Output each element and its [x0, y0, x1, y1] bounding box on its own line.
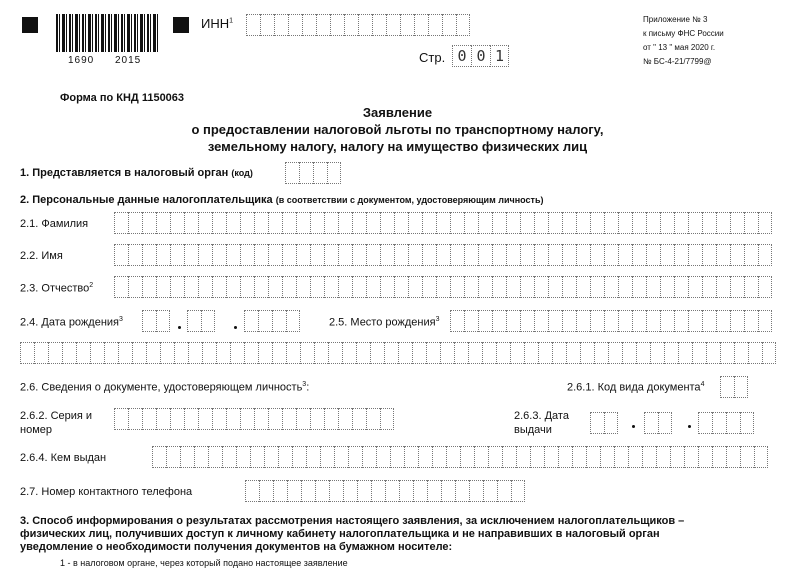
birth-place-cells-row2[interactable]	[20, 342, 776, 364]
document-title: Заявление	[362, 105, 433, 120]
inn-cells[interactable]	[246, 14, 470, 36]
barcode-number-1: 1690	[68, 55, 95, 66]
date-separator	[632, 425, 635, 428]
series-label: 2.6.2. Серия и	[20, 410, 93, 422]
date-separator	[688, 425, 691, 428]
inn-label: ИНН$^1$	[201, 16, 234, 31]
birth-month-cells[interactable]	[187, 310, 215, 332]
birth-year-cells[interactable]	[244, 310, 300, 332]
appendix-line-4: № БС-4-21/7799@	[643, 57, 712, 66]
birth-day-cells[interactable]	[142, 310, 170, 332]
appendix-line-1: Приложение № 3	[643, 15, 708, 24]
page-number: 0 0 1	[452, 45, 509, 67]
doc-info-label: 2.6. Сведения о документе, удостоверяющем личность$^3$:	[20, 381, 310, 394]
section2-label: 2. Персональные данные налогоплательщика (в соответствии с документом, удостоверяющим личность)	[20, 194, 544, 206]
issue-date-label: 2.6.3. Дата	[514, 410, 569, 422]
patronymic-label: 2.3. Отчество$^2$	[20, 282, 94, 295]
section3-line-1: 3. Способ информирования о результатах рассмотрения настоящего заявления, за исключением налогоплательщиков –	[20, 515, 685, 527]
barcode	[56, 14, 159, 52]
date-separator	[234, 326, 237, 329]
birth-place-cells[interactable]	[450, 310, 772, 332]
name-cells[interactable]	[114, 244, 772, 266]
patronymic-cells[interactable]	[114, 276, 772, 298]
name-label: 2.2. Имя	[20, 250, 63, 262]
appendix-line-3: от " 13 " мая 2020 г.	[643, 43, 716, 52]
document-subtitle-1: о предоставлении налоговой льготы по транспортному налогу,	[191, 122, 604, 137]
doc-type-label: 2.6.1. Код вида документа$^4$	[567, 381, 705, 394]
issue-year-cells[interactable]	[698, 412, 754, 434]
date-separator	[178, 326, 181, 329]
registration-marker-left	[22, 17, 38, 33]
tax-authority-code-cells[interactable]	[285, 162, 341, 184]
birth-date-label: 2.4. Дата рождения$^3$	[20, 316, 123, 329]
phone-label: 2.7. Номер контактного телефона	[20, 486, 193, 498]
form-code: Форма по КНД 1150063	[60, 92, 185, 104]
barcode-number-2: 2015	[115, 55, 142, 66]
appendix-line-2: к письму ФНС России	[643, 29, 724, 38]
surname-cells[interactable]	[114, 212, 772, 234]
registration-marker-right	[173, 17, 189, 33]
issued-by-label: 2.6.4. Кем выдан	[20, 452, 107, 464]
section3-line-3: уведомление о необходимости получения документов на бумажном носителе:	[20, 541, 453, 553]
doc-type-cells[interactable]	[720, 376, 748, 398]
section3-option-1: 1 - в налоговом органе, через который подано настоящее заявление	[60, 558, 348, 568]
document-subtitle-2: земельному налогу, налогу на имущество физических лиц	[207, 139, 588, 154]
issue-day-cells[interactable]	[590, 412, 618, 434]
issue-month-cells[interactable]	[644, 412, 672, 434]
phone-cells[interactable]	[245, 480, 525, 502]
page-label: Стр.	[419, 50, 446, 65]
birth-place-label: 2.5. Место рождения$^3$	[329, 316, 440, 329]
series-label-2: номер	[20, 424, 52, 436]
issue-date-label-2: выдачи	[514, 424, 552, 436]
section3-line-2: физических лиц, получивших доступ к личному кабинету налогоплательщика и не направивших в налоговый орган	[20, 528, 660, 540]
section1-label: 1. Представляется в налоговый орган (код)	[20, 167, 253, 179]
series-number-cells[interactable]	[114, 408, 394, 430]
surname-label: 2.1. Фамилия	[20, 218, 89, 230]
issued-by-cells[interactable]	[152, 446, 768, 468]
